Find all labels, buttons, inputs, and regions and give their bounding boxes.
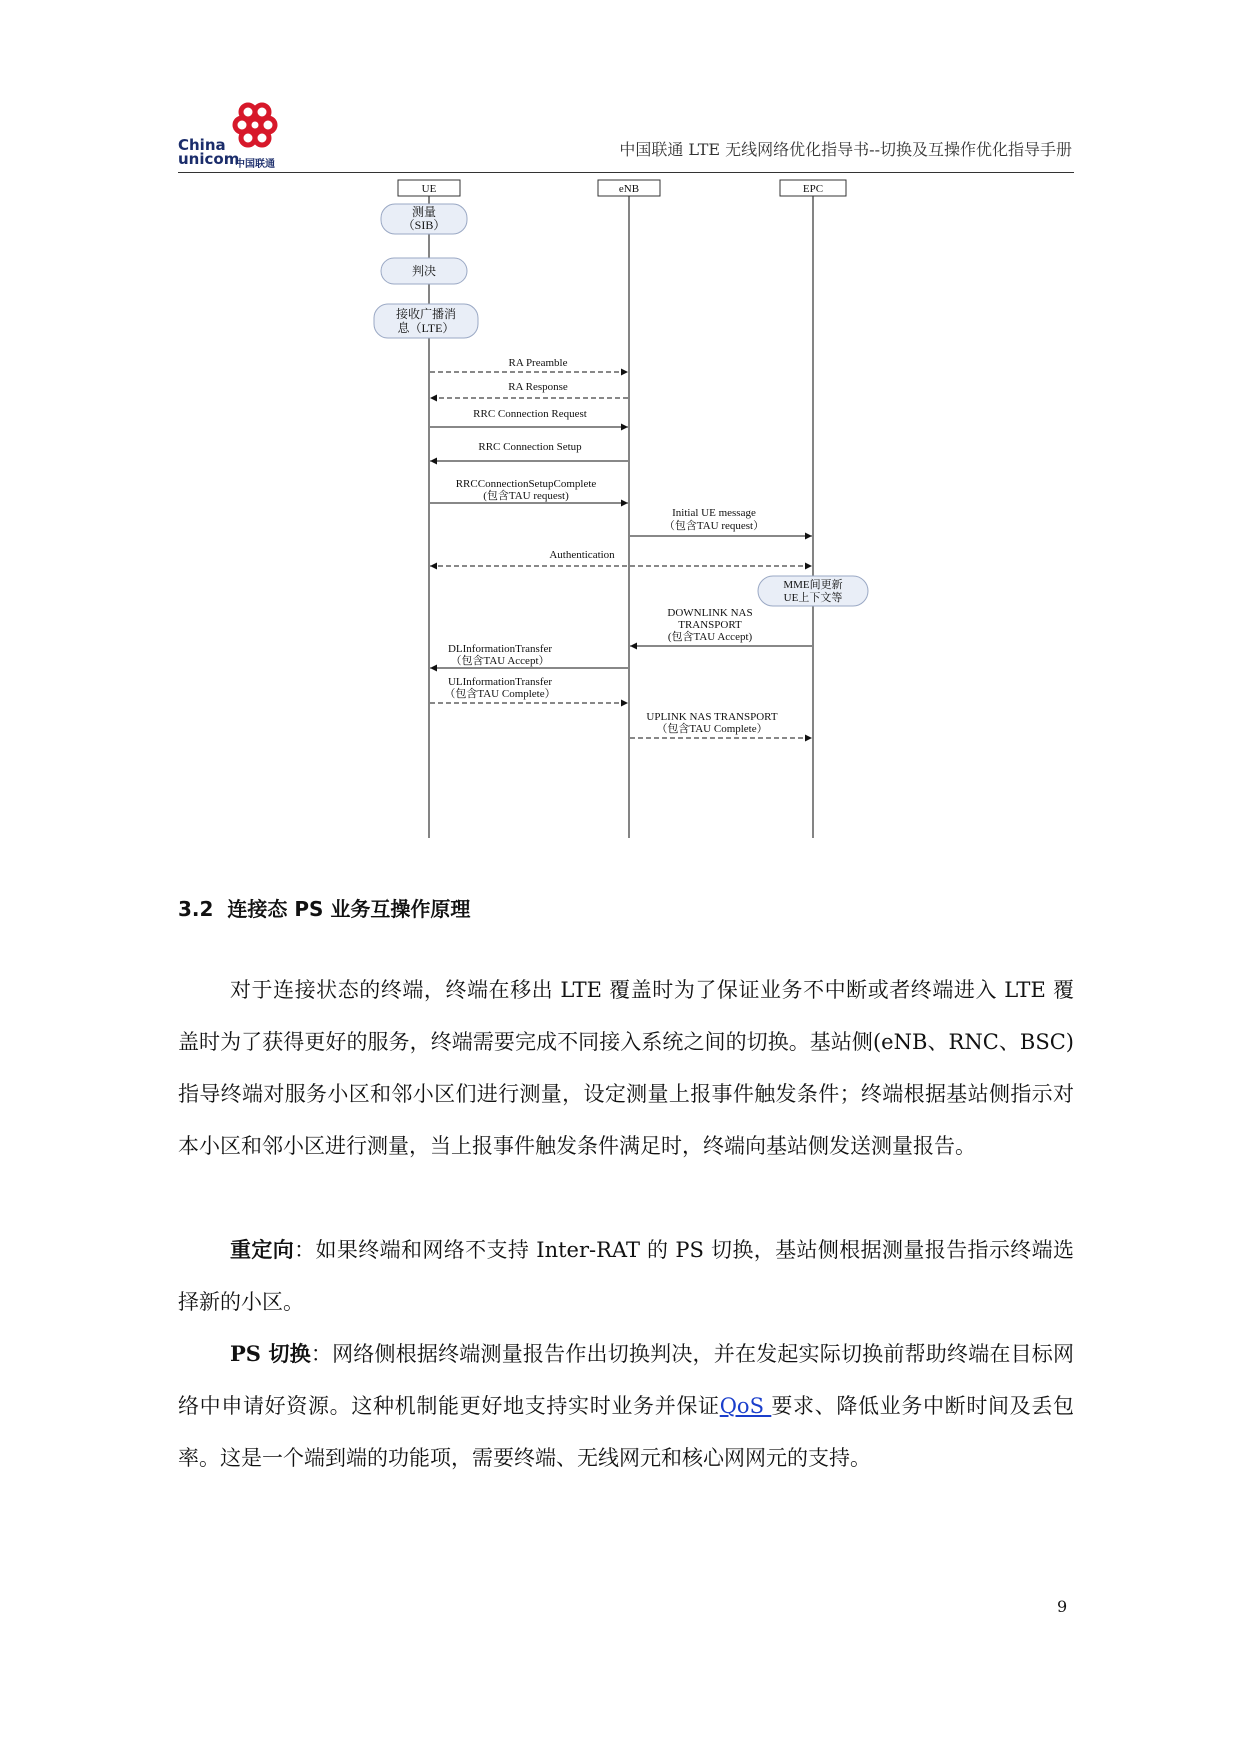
message-label: RA Response	[508, 381, 568, 393]
step-text: MME间更新	[783, 579, 843, 591]
message-label: RRC Connection Setup	[478, 441, 582, 453]
msg-initial-ue-message	[630, 507, 812, 536]
msg-dl-information-transfer	[430, 643, 628, 668]
step-text: （SIB）	[402, 218, 446, 232]
step-text: 息（LTE）	[397, 321, 455, 335]
page-header	[178, 100, 1074, 173]
msg-rrc-setup-complete	[430, 478, 628, 503]
lane-enb	[598, 180, 660, 838]
logo-text-unicom: unicom	[178, 150, 240, 168]
lane-enb-label: eNB	[618, 183, 640, 195]
message-label: TRANSPORT	[678, 619, 742, 631]
message-label: (包含TAU request)	[483, 490, 569, 502]
logo-text-china: China	[178, 136, 226, 154]
page-number: 9	[1057, 1597, 1068, 1616]
logo-text-cn: 中国联通	[235, 159, 275, 170]
message-label: （包含TAU request）	[663, 520, 765, 532]
redirect-text: ：如果终端和网络不支持 Inter-RAT 的 PS 切换，基站侧根据测量报告指示终端选择新的小区。	[178, 1238, 1074, 1314]
body-paragraph-redirect	[178, 1224, 1074, 1328]
sequence-diagram	[370, 176, 930, 840]
step-text: 接收广播消	[395, 307, 457, 321]
china-unicom-logo	[178, 100, 298, 170]
ue-step-receive-broadcast	[374, 304, 478, 338]
unicom-knot-icon	[226, 100, 286, 150]
lane-epc-label: EPC	[802, 183, 824, 195]
message-label: RRCConnectionSetupComplete	[455, 478, 597, 490]
msg-uplink-nas-transport	[630, 711, 812, 738]
lane-ue-label: UE	[421, 183, 437, 195]
message-label: Authentication	[549, 549, 615, 561]
msg-ra-preamble	[430, 357, 628, 372]
lane-epc	[780, 180, 846, 838]
msg-rrc-connection-request	[430, 408, 628, 427]
qos-link[interactable]: QoS	[719, 1394, 772, 1418]
term-ps-handover: PS 切换	[230, 1341, 311, 1366]
message-label: （包含TAU Accept）	[450, 655, 550, 667]
message-label: RRC Connection Request	[473, 408, 587, 420]
message-label: UPLINK NAS TRANSPORT	[646, 711, 778, 723]
step-text: UE上下文等	[783, 592, 843, 604]
term-redirect: 重定向	[230, 1237, 295, 1262]
message-label: (包含TAU Accept)	[667, 631, 753, 643]
step-text: 测量	[411, 205, 437, 219]
message-label: DLInformationTransfer	[447, 643, 553, 655]
message-label: DOWNLINK NAS	[667, 607, 753, 619]
msg-rrc-connection-setup	[430, 441, 628, 461]
section-heading	[178, 893, 470, 922]
step-text: 判决	[411, 264, 437, 278]
message-label: ULInformationTransfer	[447, 676, 553, 688]
header-title: 中国联通 LTE 无线网络优化指导书--切换及互操作优化指导手册	[619, 140, 1072, 159]
message-label: （包含TAU Complete）	[444, 688, 556, 700]
ps-handover-text-a: ：网络侧根据终端测量报告作出切换判决，并在发起实际切换前帮助终端在目标网络中申请好资源。这种机制能更好地支持实时业务并保证	[178, 1342, 1074, 1418]
message-label: Initial UE message	[672, 507, 756, 519]
msg-ra-response	[430, 381, 628, 398]
body-paragraph-ps-handover	[178, 1328, 1074, 1484]
msg-authentication	[430, 549, 812, 566]
message-label: RA Preamble	[508, 357, 568, 369]
msg-ul-information-transfer	[430, 676, 628, 703]
ps-handover-text-b: 要求、降低业务中断时间及丢包率。这是一个端到端的功能项，需要终端、无线网元和核心网网元的支持。	[178, 1394, 1075, 1470]
ue-step-measure	[381, 204, 467, 234]
epc-step-mme-update	[758, 576, 868, 606]
ue-step-decide	[381, 258, 467, 284]
section-number: 3.2	[178, 897, 214, 921]
message-label: （包含TAU Complete）	[656, 723, 768, 735]
section-title: 连接态 PS 业务互操作原理	[227, 897, 471, 921]
msg-downlink-nas-transport	[630, 607, 812, 646]
body-paragraph-intro: 对于连接状态的终端，终端在移出 LTE 覆盖时为了保证业务不中断或者终端进入 LTE 覆盖时为了获得更好的服务，终端需要完成不同接入系统之间的切换。基站侧(eNB、RNC、BSC)指导终端对服务小区和邻小区们进行测量，设定测量上报事件触发条件；终端根据基站侧指示对本小区和邻小区进行测量，当上报事件触发条件满足时，终端向基站侧发送测量报告。	[178, 978, 1074, 1158]
